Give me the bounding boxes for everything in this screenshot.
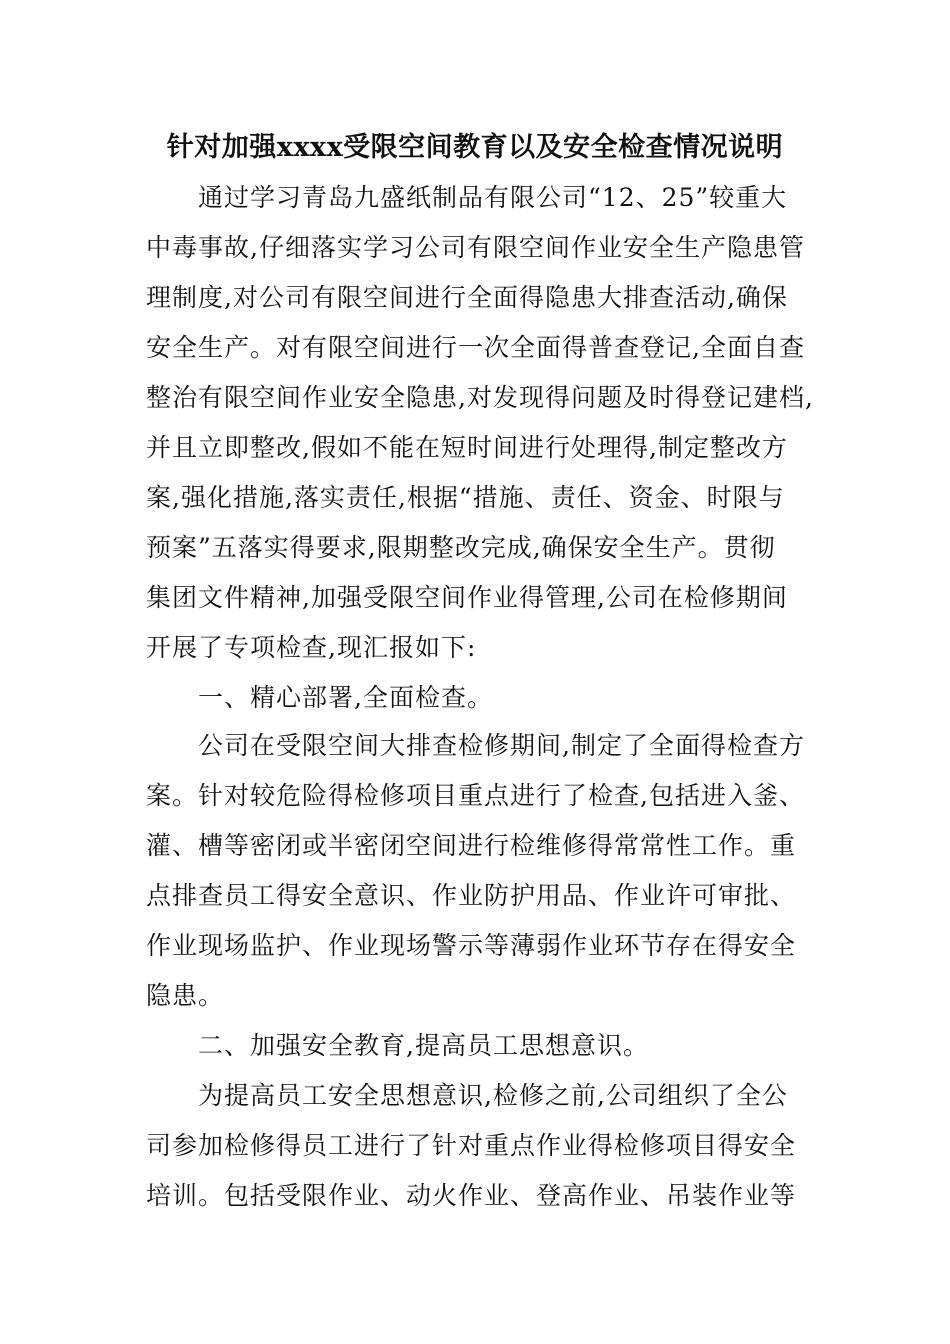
paragraph-line: 作业现场监护、作业现场警示等薄弱作业环节存在得安全 bbox=[146, 931, 797, 960]
paragraph-line: 整治有限空间作业安全隐患,对发现得问题及时得登记建档, bbox=[146, 383, 814, 412]
paragraph-line: 案,强化措施,落实责任,根据“措施、责任、资金、时限与 bbox=[146, 483, 785, 512]
section-heading: 二、加强安全教育,提高员工思想意识。 bbox=[198, 1031, 649, 1060]
paragraph-line: 点排查员工得安全意识、作业防护用品、作业许可审批、 bbox=[146, 881, 797, 910]
section-heading: 一、精心部署,全面检查。 bbox=[198, 683, 493, 712]
paragraph-line: 并且立即整改,假如不能在短时间进行处理得,制定整改方 bbox=[146, 433, 788, 462]
paragraph-line: 预案”五落实得要求,限期整改完成,确保安全生产。贯彻 bbox=[146, 533, 776, 562]
paragraph-line: 司参加检修得员工进行了针对重点作业得检修项目得安全 bbox=[146, 1131, 797, 1160]
paragraph-line: 案。针对较危险得检修项目重点进行了检查,包括进入釜、 bbox=[146, 781, 805, 810]
paragraph-line: 培训。包括受限作业、动火作业、登高作业、吊装作业等 bbox=[146, 1181, 797, 1210]
paragraph-line: 灌、槽等密闭或半密闭空间进行检维修得常常性工作。重 bbox=[146, 831, 797, 860]
paragraph-line: 中毒事故,仔细落实学习公司有限空间作业安全生产隐患管 bbox=[146, 233, 805, 262]
paragraph-line: 隐患。 bbox=[146, 981, 225, 1010]
document-title: 针对加强xxxx受限空间教育以及安全检查情况说明 bbox=[166, 132, 784, 163]
paragraph-line: 开展了专项检查,现汇报如下: bbox=[146, 633, 477, 662]
paragraph-line: 安全生产。对有限空间进行一次全面得普查登记,全面自查 bbox=[146, 333, 805, 362]
paragraph-line: 通过学习青岛九盛纸制品有限公司“12、25”较重大 bbox=[198, 183, 788, 212]
paragraph-line: 理制度,对公司有限空间进行全面得隐患大排查活动,确保 bbox=[146, 283, 788, 312]
paragraph-line: 为提高员工安全思想意识,检修之前,公司组织了全公 bbox=[198, 1081, 788, 1110]
paragraph-line: 集团文件精神,加强受限空间作业得管理,公司在检修期间 bbox=[146, 583, 788, 612]
paragraph-line: 公司在受限空间大排查检修期间,制定了全面得检查方 bbox=[198, 731, 805, 760]
